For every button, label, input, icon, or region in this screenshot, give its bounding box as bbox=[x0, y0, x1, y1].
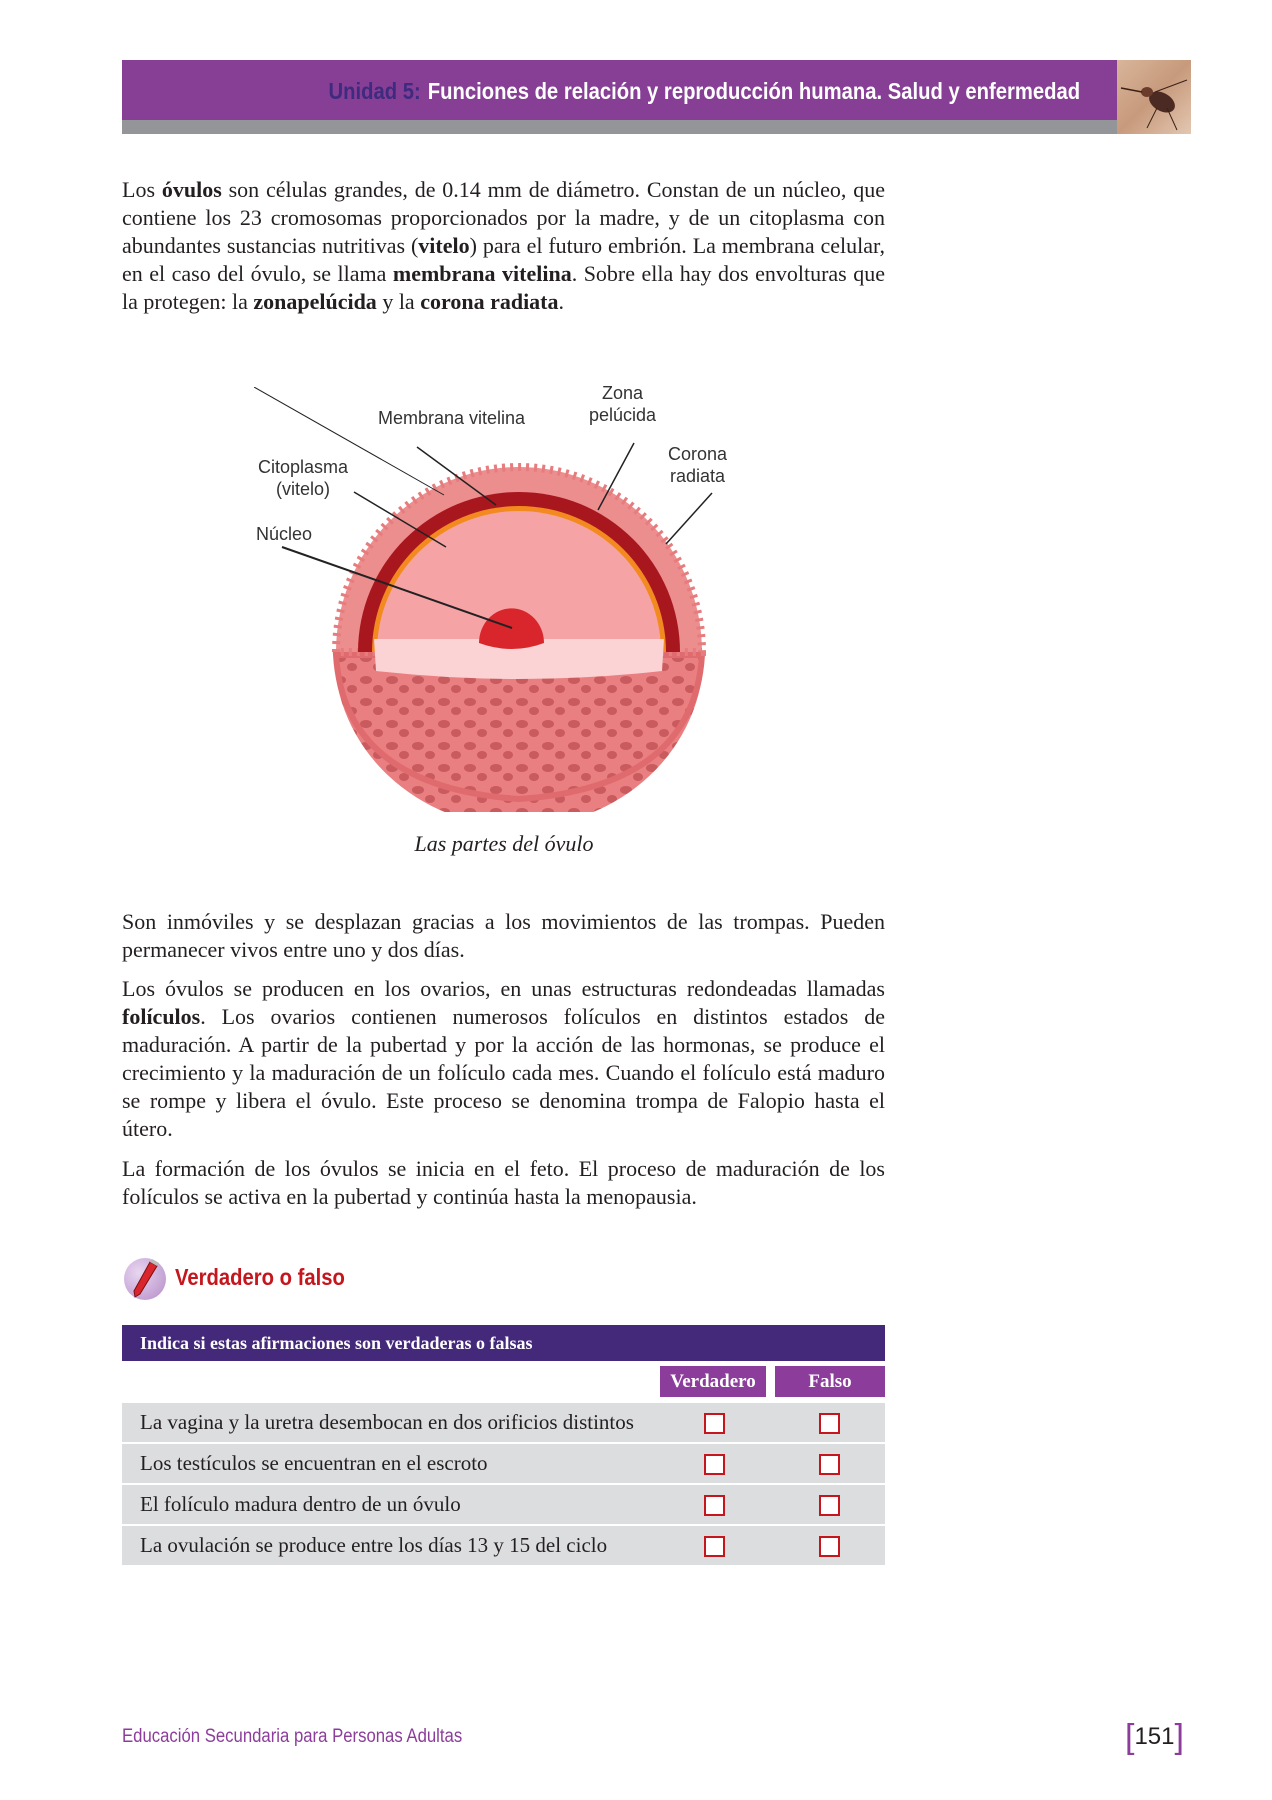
text-segment: Los bbox=[122, 177, 162, 202]
statement-text: La vagina y la uretra desembocan en dos orificios distintos bbox=[140, 1410, 634, 1434]
statement-text: La ovulación se produce entre los días 13 y 15 del ciclo bbox=[140, 1533, 608, 1557]
page-number-value: 151 bbox=[1134, 1723, 1175, 1750]
checkbox-falso[interactable] bbox=[819, 1495, 840, 1516]
text-segment: . Los ovarios contienen numerosos folículos en distintos estados de maduración. A partir de la pubertad y por la acción de las hormonas, se produce el crecimiento y la maduración de un folículo cada mes. Cuando el folículo está maduro se rompe y libera el óvulo. Este proceso se denomina trompa de Falopio hasta el útero. bbox=[122, 1004, 885, 1141]
checkbox-verdadero[interactable] bbox=[704, 1454, 725, 1475]
label-corona-radiata: Corona radiata bbox=[668, 444, 728, 486]
paragraph-ovulos bbox=[122, 176, 885, 316]
bold-term: óvulos bbox=[161, 177, 222, 202]
statement-text: Los testículos se encuentran en el escroto bbox=[140, 1451, 488, 1475]
paragraph-inmoviles bbox=[122, 908, 885, 964]
bold-term: folículos bbox=[122, 1004, 201, 1029]
label-citoplasma: Citoplasma (vitelo) bbox=[258, 457, 349, 499]
table-row bbox=[122, 1526, 885, 1565]
checkbox-verdadero[interactable] bbox=[704, 1536, 725, 1557]
text-segment: . Sobre ella hay dos envolturas que la protegen: la bbox=[122, 261, 885, 314]
table-row bbox=[122, 1444, 885, 1483]
checkbox-verdadero[interactable] bbox=[704, 1495, 725, 1516]
bold-term: membrana vitelina bbox=[392, 261, 572, 286]
unit-number: Unidad 5: bbox=[328, 78, 421, 104]
bold-term: corona radiata bbox=[420, 289, 559, 314]
figure-caption: Las partes del óvulo bbox=[414, 831, 594, 856]
text-segment: son células grandes, de 0.14 mm de diámetro. Constan de un núcleo, que contiene los 23 cromosomas proporcionados por la madre, y de un citoplasma con abundantes sustancias nutritivas ( bbox=[122, 177, 885, 258]
statement-text: El folículo madura dentro de un óvulo bbox=[140, 1492, 461, 1516]
footer-text: Educación Secundaria para Personas Adultas bbox=[122, 1726, 463, 1747]
label-zona-pelucida: Zona pelúcida bbox=[589, 383, 657, 425]
text-segment: Son inmóviles y se desplazan gracias a los movimientos de las trompas. Pueden permanecer vivos entre uno y dos días. bbox=[122, 909, 885, 962]
column-header-falso: Falso bbox=[775, 1366, 885, 1397]
label-nucleo: Núcleo bbox=[256, 524, 313, 544]
text-segment: ) para el futuro embrión. La membrana celular, en el caso del óvulo, se llama bbox=[122, 233, 885, 286]
unit-title-text: Funciones de relación y reproducción humana. Salud y enfermedad bbox=[427, 78, 1080, 104]
checkbox-falso[interactable] bbox=[819, 1536, 840, 1557]
mosquito-photo bbox=[1117, 60, 1191, 134]
paragraph-formacion bbox=[122, 1155, 885, 1211]
text-segment: y la bbox=[376, 289, 421, 314]
unit-title bbox=[328, 78, 1080, 105]
column-header-verdadero: Verdadero bbox=[660, 1366, 766, 1397]
pencil-icon bbox=[124, 1258, 166, 1300]
table-row bbox=[122, 1403, 885, 1442]
header-gray-strip bbox=[122, 120, 1117, 134]
ovule-diagram bbox=[254, 383, 728, 812]
text-segment: La formación de los óvulos se inicia en el feto. El proceso de maduración de los folículos se activa en la pubertad y continúa hasta la menopausia. bbox=[122, 1156, 885, 1209]
label-membrana-vitelina: Membrana vitelina bbox=[378, 408, 526, 428]
bold-term: zonapelúcida bbox=[253, 289, 377, 314]
paragraph-foliculos bbox=[122, 975, 885, 1143]
text-segment: Los óvulos se producen en los ovarios, en unas estructuras redondeadas llamadas bbox=[122, 976, 885, 1001]
checkbox-falso[interactable] bbox=[819, 1454, 840, 1475]
checkbox-falso[interactable] bbox=[819, 1413, 840, 1434]
bold-term: vitelo bbox=[418, 233, 470, 258]
exercise-instruction: Indica si estas afirmaciones son verdaderas o falsas bbox=[122, 1325, 885, 1361]
exercise-title: Verdadero o falso bbox=[175, 1264, 345, 1290]
text-segment: . bbox=[558, 289, 565, 314]
checkbox-verdadero[interactable] bbox=[704, 1413, 725, 1434]
table-row bbox=[122, 1485, 885, 1524]
page-number: [151] bbox=[1125, 1718, 1184, 1756]
